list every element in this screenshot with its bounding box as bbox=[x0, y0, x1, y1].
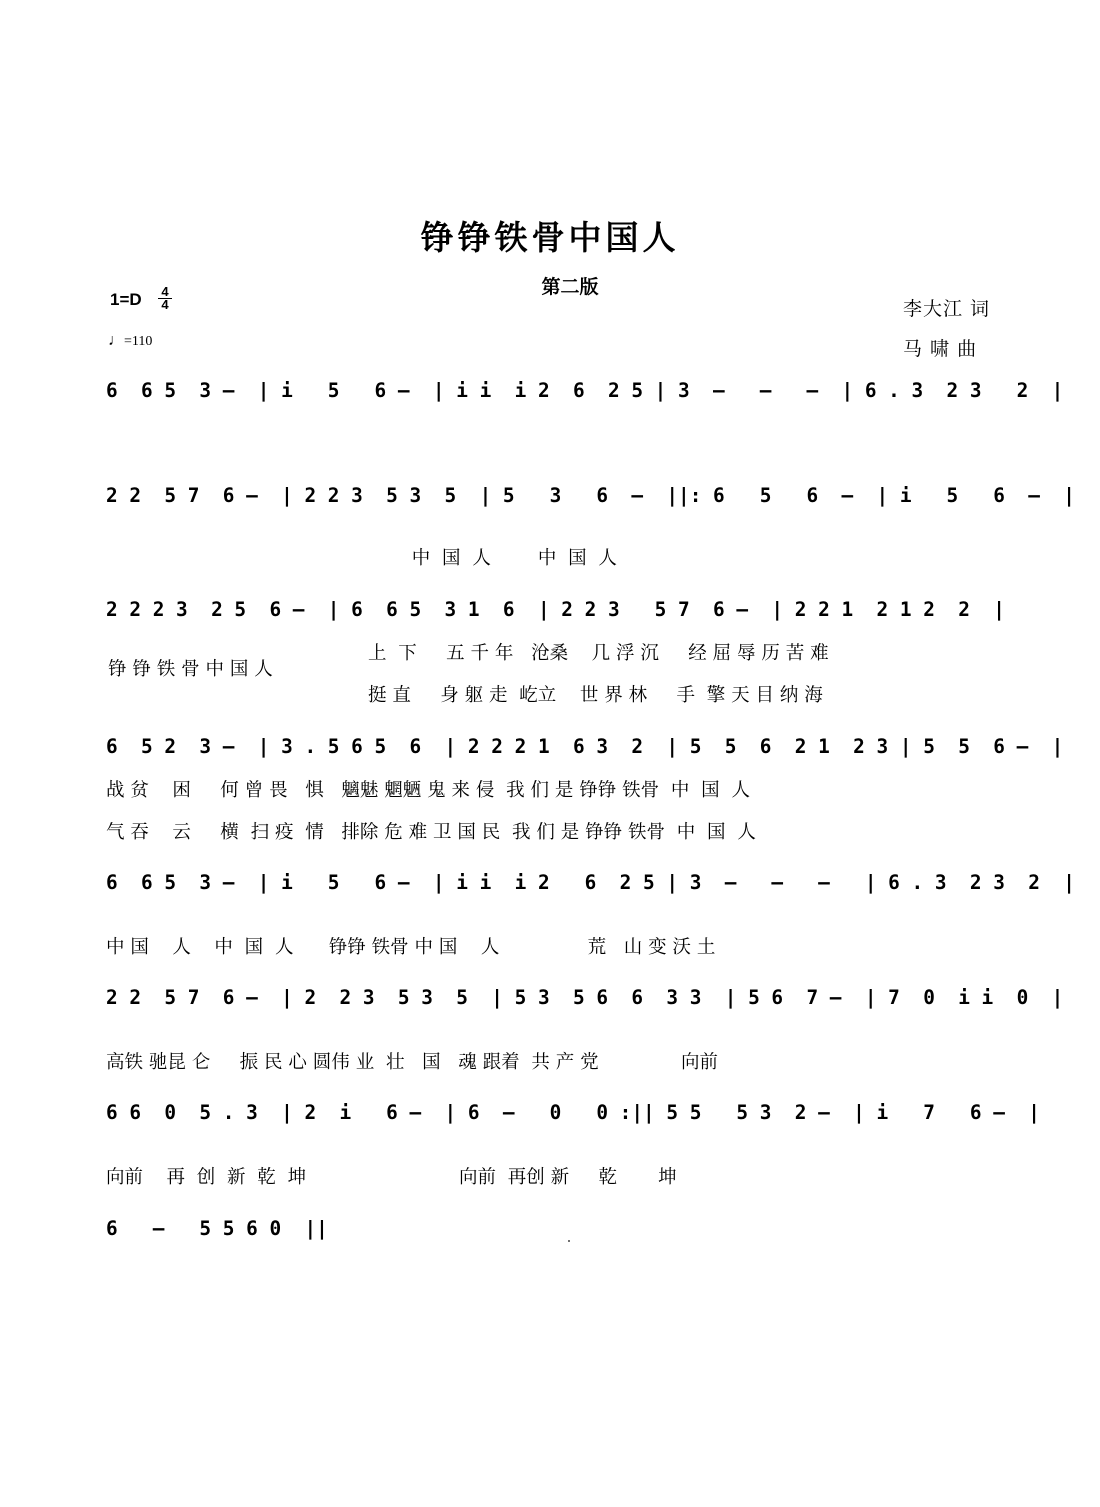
quarter-note-icon: ♩ bbox=[108, 332, 124, 349]
lyric-line-2a: 中 国 人 中 国 人 bbox=[106, 548, 617, 569]
time-signature bbox=[158, 286, 172, 311]
lyric-line-4b: 气 吞 云 横 扫 疫 情 排除 危 难 卫 国 民 我 们 是 铮铮 铁骨 中 国 人 bbox=[106, 822, 756, 843]
composer-credit: 马 啸 曲 bbox=[903, 338, 978, 360]
lyric-line-6a: 高铁 驰昆 仑 振 民 心 圆伟 业 壮 国 魂 跟着 共 产 党 向前 bbox=[106, 1052, 718, 1073]
lyric-line-3b: 上 下 五 千 年 沧桑 几 浮 沉 经 屈 辱 历 苦 难 bbox=[368, 643, 829, 664]
lyric-line-3a: 铮 铮 铁 骨 中 国 人 bbox=[108, 659, 273, 680]
tempo-marking bbox=[108, 332, 152, 350]
song-title: 铮铮铁骨中国人 bbox=[420, 218, 680, 257]
lyric-line-7a: 向前 再 创 新 乾 坤 向前 再创 新 乾 坤 bbox=[106, 1167, 677, 1188]
notation-line-7: 6 6 0 5 . 3 | 2 i 6 – | 6 – 0 0 :|| 5 5 5 3 2 – | i 7 6 – | bbox=[106, 1101, 1040, 1124]
lyric-line-4a: 战 贫 困 何 曾 畏 惧 魑魅 魍魉 鬼 来 侵 我 们 是 铮铮 铁骨 中 国 人 bbox=[106, 780, 750, 801]
key-signature: 1=D bbox=[110, 290, 142, 309]
stray-dot bbox=[568, 1240, 570, 1242]
lyric-line-5a: 中 国 人 中 国 人 铮铮 铁骨 中 国 人 荒 山 变 沃 土 bbox=[106, 937, 716, 958]
lyric-line-3c: 挺 直 身 躯 走 屹立 世 界 林 手 擎 天 目 纳 海 bbox=[368, 685, 823, 706]
time-signature-top: 4 bbox=[161, 284, 169, 299]
time-signature-bottom: 4 bbox=[161, 297, 169, 312]
notation-line-4: 6 5 2 3 – | 3 . 5 6 5 6 | 2 2 2 1 6 3 2 | 5 5 6 2 1 2 3 | 5 5 6 – | bbox=[106, 735, 1064, 758]
notation-line-8: 6 – 5 5 6 0 || bbox=[106, 1217, 328, 1240]
notation-line-3: 2 2 2 3 2 5 6 – | 6 6 5 3 1 6 | 2 2 3 5 7 6 – | 2 2 1 2 1 2 2 | bbox=[106, 598, 1005, 621]
lyricist-credit: 李大江 词 bbox=[903, 298, 991, 320]
notation-line-2: 2 2 5 7 6 – | 2 2 3 5 3 5 | 5 3 6 – ||: 6 5 6 – | i 5 6 – | bbox=[106, 484, 1075, 507]
notation-line-1: 6 6 5 3 – | i 5 6 – | i i i 2 6 2 5 | 3 – – – | 6 . 3 2 3 2 | bbox=[106, 379, 1064, 402]
edition-label: 第二版 bbox=[541, 276, 599, 298]
notation-line-5: 6 6 5 3 – | i 5 6 – | i i i 2 6 2 5 | 3 – – – | 6 . 3 2 3 2 | bbox=[106, 871, 1075, 894]
tempo-value: =110 bbox=[124, 334, 153, 349]
notation-line-6: 2 2 5 7 6 – | 2 2 3 5 3 5 | 5 3 5 6 6 3 3 | 5 6 7 – | 7 0 i i 0 | bbox=[106, 986, 1064, 1009]
